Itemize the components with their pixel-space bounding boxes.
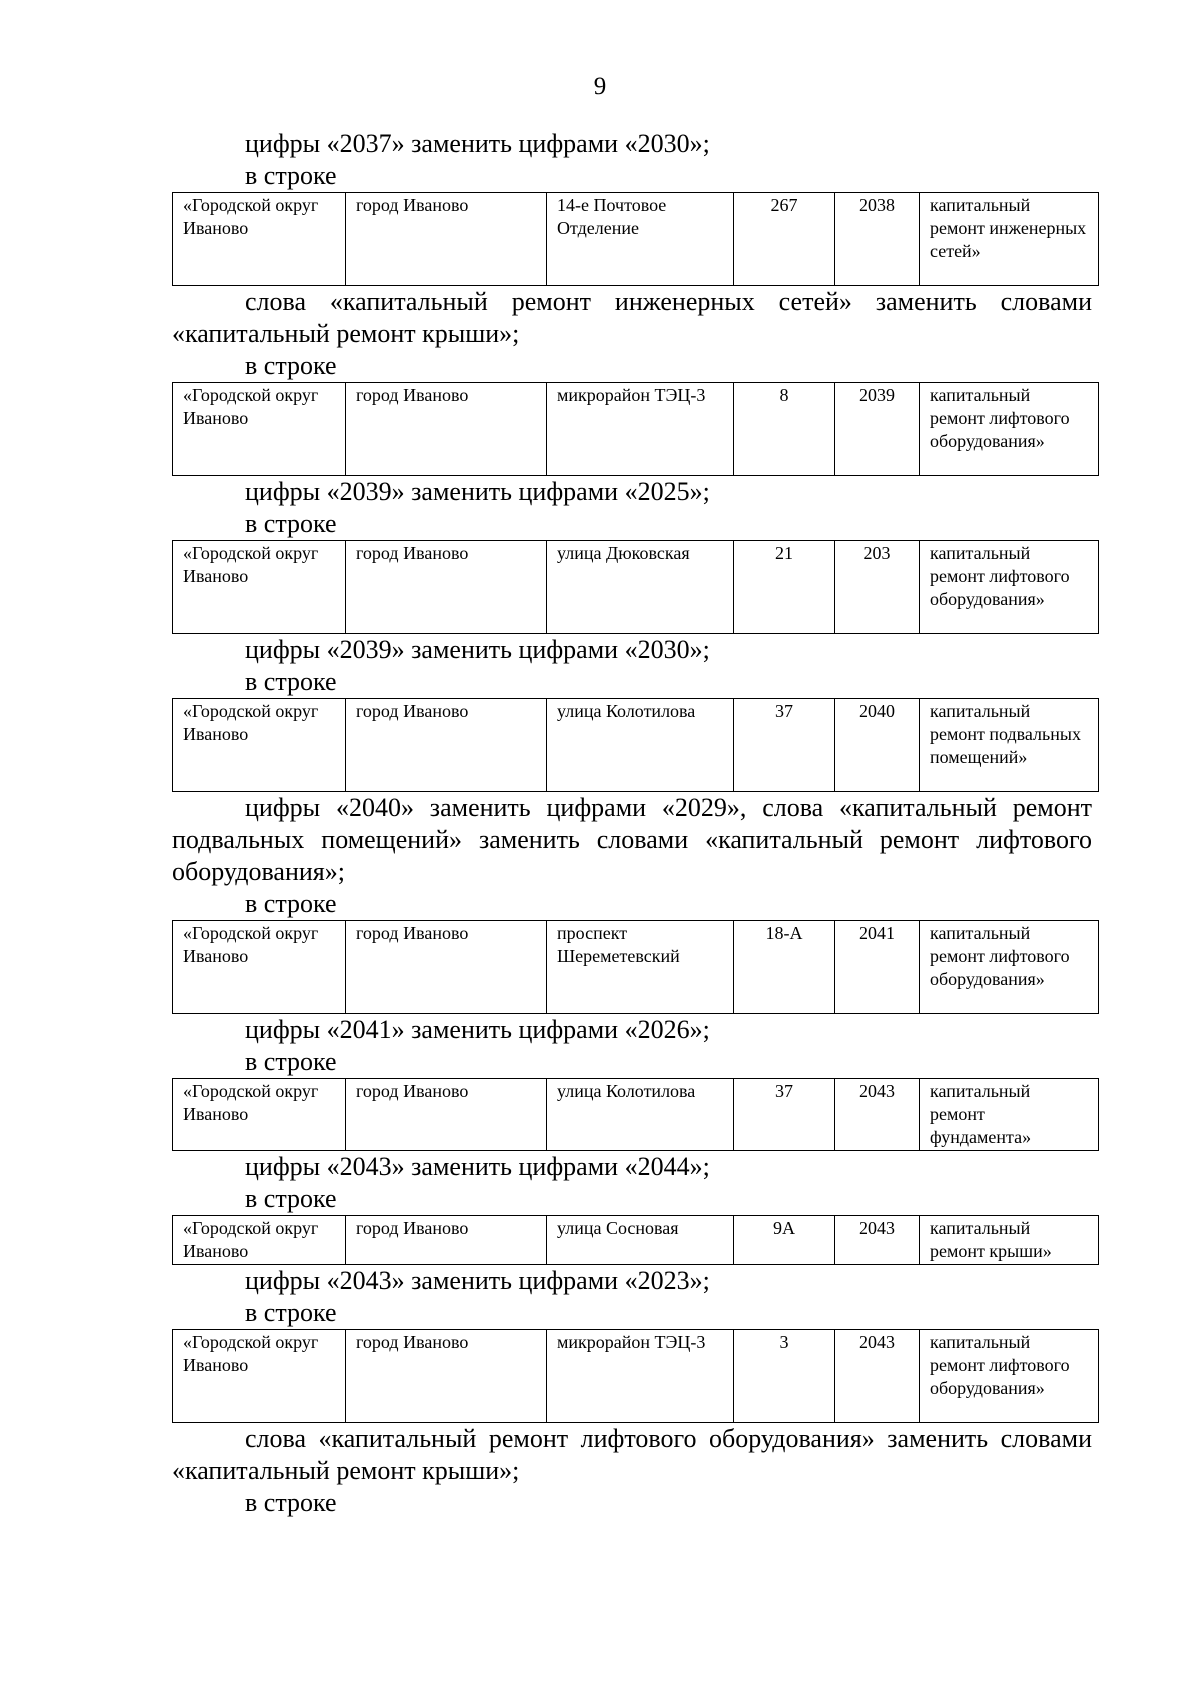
cell-municipality: «Городской округ Иваново <box>173 1079 346 1151</box>
cell-street: улица Сосновая <box>547 1216 734 1265</box>
cell-house-number: 3 <box>734 1330 835 1423</box>
cell-work-type: капитальный ремонт фундамента» <box>920 1079 1099 1151</box>
amendment-paragraph: цифры «2037» заменить цифрами «2030»; <box>245 129 710 158</box>
cell-house-number: 37 <box>734 1079 835 1151</box>
row-reference-label: в строке <box>245 351 337 380</box>
amendment-paragraph: слова «капитальный ремонт лифтового оборудования» заменить словами «капитальный ремонт крыши»; <box>172 1424 1092 1485</box>
document-body <box>172 128 1092 1519</box>
cell-municipality: «Городской округ Иваново <box>173 383 346 476</box>
table-row-excerpt <box>172 192 1099 286</box>
cell-work-type: капитальный ремонт лифтового оборудования» <box>920 541 1099 634</box>
cell-street: 14-е Почтовое Отделение <box>547 193 734 286</box>
cell-settlement: город Иваново <box>346 193 547 286</box>
cell-settlement: город Иваново <box>346 921 547 1014</box>
cell-year: 2039 <box>835 383 920 476</box>
table-row-excerpt <box>172 1329 1099 1423</box>
amendment-paragraph: цифры «2040» заменить цифрами «2029», слова «капитальный ремонт подвальных помещений» заменить словами «капитальный ремонт лифтового оборудования»; <box>172 793 1092 886</box>
table-row-excerpt <box>172 920 1099 1014</box>
cell-work-type: капитальный ремонт инженерных сетей» <box>920 193 1099 286</box>
cell-street: улица Колотилова <box>547 699 734 792</box>
amendment-paragraph: цифры «2039» заменить цифрами «2025»; <box>245 477 710 506</box>
cell-work-type: капитальный ремонт подвальных помещений» <box>920 699 1099 792</box>
cell-year: 2038 <box>835 193 920 286</box>
row-reference-label: в строке <box>245 1298 337 1327</box>
table-row-excerpt <box>172 540 1099 634</box>
cell-municipality: «Городской округ Иваново <box>173 193 346 286</box>
cell-municipality: «Городской округ Иваново <box>173 699 346 792</box>
cell-work-type: капитальный ремонт лифтового оборудования» <box>920 1330 1099 1423</box>
cell-year: 203 <box>835 541 920 634</box>
cell-settlement: город Иваново <box>346 1330 547 1423</box>
cell-house-number: 37 <box>734 699 835 792</box>
cell-year: 2043 <box>835 1216 920 1265</box>
cell-street: микрорайон ТЭЦ-3 <box>547 383 734 476</box>
cell-work-type: капитальный ремонт лифтового оборудования» <box>920 383 1099 476</box>
cell-settlement: город Иваново <box>346 1079 547 1151</box>
cell-house-number: 21 <box>734 541 835 634</box>
cell-street: улица Колотилова <box>547 1079 734 1151</box>
amendment-paragraph: цифры «2043» заменить цифрами «2023»; <box>245 1266 710 1295</box>
cell-municipality: «Городской округ Иваново <box>173 921 346 1014</box>
cell-street: проспект Шереметевский <box>547 921 734 1014</box>
amendment-paragraph: слова «капитальный ремонт инженерных сетей» заменить словами «капитальный ремонт крыши»; <box>172 287 1092 348</box>
cell-work-type: капитальный ремонт крыши» <box>920 1216 1099 1265</box>
row-reference-label: в строке <box>245 1047 337 1076</box>
table-row <box>173 383 1099 476</box>
table-row-excerpt <box>172 382 1099 476</box>
table-row <box>173 541 1099 634</box>
cell-work-type: капитальный ремонт лифтового оборудования» <box>920 921 1099 1014</box>
table-row <box>173 1330 1099 1423</box>
cell-municipality: «Городской округ Иваново <box>173 1216 346 1265</box>
amendment-paragraph: цифры «2039» заменить цифрами «2030»; <box>245 635 710 664</box>
cell-year: 2040 <box>835 699 920 792</box>
row-reference-label: в строке <box>245 1488 337 1517</box>
table-row-excerpt <box>172 698 1099 792</box>
cell-street: улица Дюковская <box>547 541 734 634</box>
table-row <box>173 699 1099 792</box>
cell-municipality: «Городской округ Иваново <box>173 1330 346 1423</box>
table-row <box>173 1079 1099 1151</box>
cell-settlement: город Иваново <box>346 699 547 792</box>
cell-year: 2041 <box>835 921 920 1014</box>
table-row <box>173 1216 1099 1265</box>
cell-house-number: 8 <box>734 383 835 476</box>
cell-house-number: 18-А <box>734 921 835 1014</box>
row-reference-label: в строке <box>245 509 337 538</box>
cell-year: 2043 <box>835 1079 920 1151</box>
cell-house-number: 9А <box>734 1216 835 1265</box>
table-row-excerpt <box>172 1215 1099 1265</box>
row-reference-label: в строке <box>245 889 337 918</box>
amendment-paragraph: цифры «2043» заменить цифрами «2044»; <box>245 1152 710 1181</box>
cell-settlement: город Иваново <box>346 383 547 476</box>
row-reference-label: в строке <box>245 1184 337 1213</box>
table-row <box>173 921 1099 1014</box>
cell-municipality: «Городской округ Иваново <box>173 541 346 634</box>
cell-house-number: 267 <box>734 193 835 286</box>
cell-street: микрорайон ТЭЦ-3 <box>547 1330 734 1423</box>
cell-settlement: город Иваново <box>346 1216 547 1265</box>
row-reference-label: в строке <box>245 161 337 190</box>
row-reference-label: в строке <box>245 667 337 696</box>
amendment-paragraph: цифры «2041» заменить цифрами «2026»; <box>245 1015 710 1044</box>
table-row-excerpt <box>172 1078 1099 1151</box>
cell-settlement: город Иваново <box>346 541 547 634</box>
page-number: 9 <box>593 73 607 100</box>
table-row <box>173 193 1099 286</box>
cell-year: 2043 <box>835 1330 920 1423</box>
